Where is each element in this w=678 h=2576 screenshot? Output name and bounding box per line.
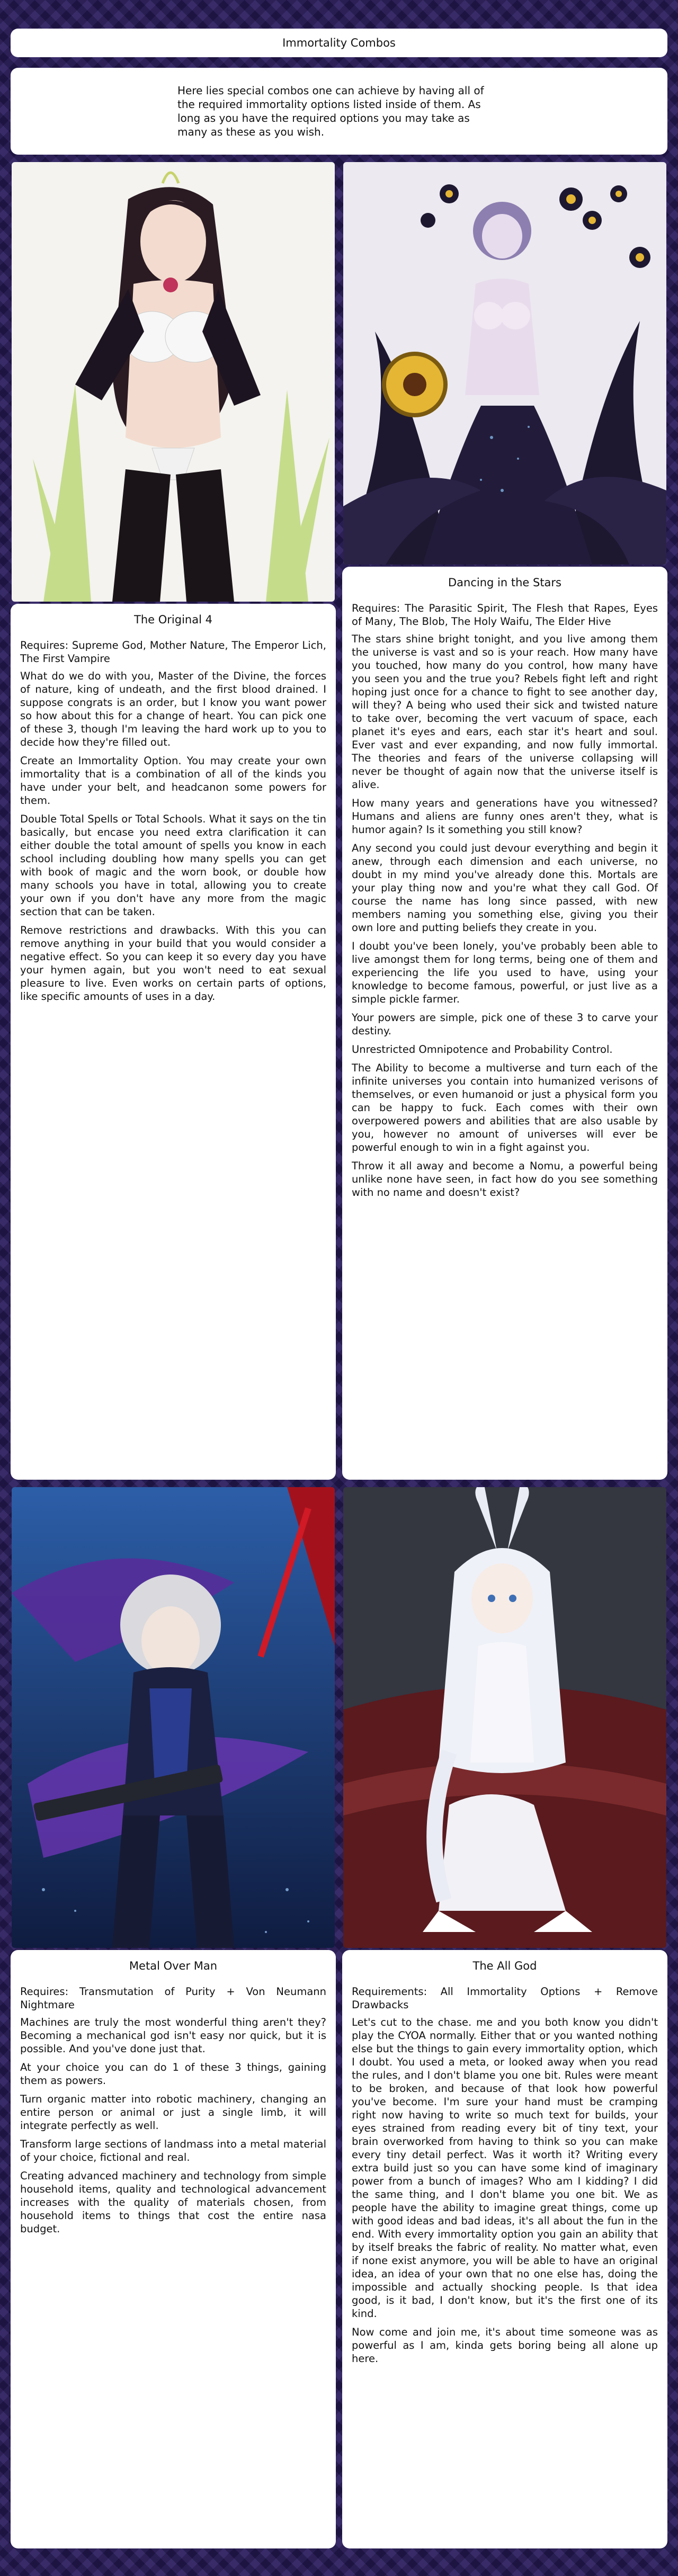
combo-title: Metal Over Man xyxy=(129,1960,218,1972)
combo-paragraph: Throw it all away and become a Nomu, a powerful being unlike none have seen, in fact how do you see something with no name and doesn't exist? xyxy=(352,1160,658,1198)
combo-requirements: Requires: The Parasitic Spirit, The Flesh that Rapes, Eyes of Many, The Blob, The Holy Waifu, The Elder Hive xyxy=(352,602,658,628)
combo-requirements: Requires: Transmutation of Purity + Von Neumann Nightmare xyxy=(20,1985,326,2011)
combo-paragraph: Create an Immortality Option. You may create your own immortality that is a combination of all of the kinds you have under your belt, and headcanon some powers for them. xyxy=(20,755,326,807)
page-title: Immortality Combos xyxy=(282,37,396,49)
combo-paragraph: I doubt you've been lonely, you've probably been able to live amongst them for long terms, being one of them and experiencing the life you used to have, using your knowledge to become famous, powerful, or just live as a simple pickle farmer. xyxy=(352,940,658,1005)
combo-paragraph: The Ability to become a multiverse and turn each of the infinite universes you contain into humanized verisons of themselves, or even humanoid or just a physical form you can be happy to fuck. Each comes with their own overpowered powers and abilities that are also usable by you, however no amount of universes will ever be powerful enough to win in a fight against you. xyxy=(352,1062,658,1153)
combo-title: Dancing in the Stars xyxy=(448,576,561,589)
intro-box xyxy=(11,68,667,155)
combo-paragraph: The stars shine bright tonight, and you live among them the universe is vast and so is your reach. How many have you touched, how many do you control, how many have you seen you and the true you? Rebels fight left and right hoping just once for a chance to fight to see another day, will they? A being who used their sick and twisted nature to take over, becoming the vert vacuum of space, each planet it's eyes and ears, each star it's heart and soul. Ever vast and ever expanding, and now fully immortal. The theories and fears of the universe collapsing will never be thought of again now that the universe itself is alive. xyxy=(352,633,658,791)
combo-panel-dancing-in-the-stars xyxy=(342,567,667,1480)
combo-paragraph: Transform large sections of landmass into a metal material of your choice, fictional and real. xyxy=(20,2138,326,2163)
combo-title: The Original 4 xyxy=(134,613,212,626)
intro-text: Here lies special combos one can achieve by having all of the required immortality options listed inside of them. As long as you have the required options you may take as many as these as you wish. xyxy=(177,84,484,138)
combo-paragraph: Machines are truly the most wonderful thing aren't they? Becoming a mechanical god isn't easy nor quick, but it is possible. And you've done just that. xyxy=(20,2016,326,2055)
combo-paragraph: Unrestricted Omnipotence and Probability Control. xyxy=(352,1043,613,1056)
combo-paragraph: Now come and join me, it's about time someone was as powerful as I am, kinda gets boring being all alone up here. xyxy=(352,2326,658,2365)
combo-paragraph: Let's cut to the chase. me and you both know you didn't play the CYOA normally. Either that or you wanted nothing else but the things to gain every immortality option, which I doubt. You used a meta, or looked away when you read the rules, and I don't blame you one bit. Rules were meant to be broken, and because of that look how powerful you've become. I'm sure your hand must be cramping right now having to write so much text for builds, your eyes strained from reading every bit of tiny text, your brain overworked from having to think so you can make every tiny detail perfect. Was it worth it? Writing every extra build just so you can have some kind of imaginary power from a bunch of images? Who am I kidding? I did the same thing, and I don't blame you one bit. We as people have the ability to imagine great things, come up with good ideas and bad ideas, it's all about the fun in the end. With every immortality option you gain an ability that by itself breaks the fabric of reality. No matter what, even if none exist anymore, you will be able to have an original idea, an idea of your own that no one else has, doing the impossible and actually shocking people. Is that idea good, is it bad, I don't know, but it's the first one of its kind. xyxy=(352,2016,658,2320)
combo-title: The All God xyxy=(472,1960,537,1972)
combo-panel-metal-over-man xyxy=(11,1950,336,2548)
combo-paragraph: What do we do with you, Master of the Divine, the forces of nature, king of undeath, and the first blood drained. I suppose congrats is an order, but I know you want power so how about this for a change of heart. You can pick one of these 3, though I'm leaving the hard work up to you to decide how they're filled out. xyxy=(20,670,326,748)
combo-paragraph: Double Total Spells or Total Schools. What it says on the tin basically, but encase you need extra clarification it can either double the total amount of spells you know in each school including doubling how many spells you can get with book of magic and the worn book, or double how many schools you have in total, allowing you to create your own if you don't have any more from the magic section that can be taken. xyxy=(20,813,326,918)
combo-paragraph: How many years and generations have you witnessed? Humans and aliens are funny ones aren't they, what is humor again? Is it something you still know? xyxy=(352,797,658,836)
combo-paragraph: Creating advanced machinery and technology from simple household items, quality and technological advancement increases with the quality of materials chosen, from household items to things that cost the entire nasa budget. xyxy=(20,2170,326,2235)
white-haired-bunny-girl-art xyxy=(343,1487,666,1948)
combo-paragraph: Your powers are simple, pick one of these 3 to carve your destiny. xyxy=(352,1012,658,1037)
page-title-bar xyxy=(11,29,667,57)
combo-paragraph: Any second you could just devour everything and begin it anew, through each dimension and each universe, no doubt in my mind you've already done this. Mortals are your play thing now and you're what they call God. Of course the name has long since passed, with new members naming you something else, giving you their own lore and putting beliefs they create in you. xyxy=(352,842,658,934)
armored-gunner-woman-art xyxy=(12,1487,335,1948)
combo-panel-the-all-god xyxy=(342,1950,667,2548)
combo-requirements: Requirements: All Immortality Options + Remove Drawbacks xyxy=(352,1985,658,2011)
combo-panel-original-4 xyxy=(11,604,336,1480)
combo-requirements: Requires: Supreme God, Mother Nature, The Emperor Lich, The First Vampire xyxy=(20,639,326,665)
combo-paragraph: At your choice you can do 1 of these 3 things, gaining them as powers. xyxy=(20,2061,326,2087)
combo-paragraph: Remove restrictions and drawbacks. With this you can remove anything in your build that you would consider a negative effect. So you can keep it so every day you have your hymen again, but you won't need to eat sexual pleasure to live. Even works on certain parts of options, like specific amounts of uses in a day. xyxy=(20,924,326,1003)
dark-haired-demon-woman-art xyxy=(12,162,335,602)
combo-paragraph: Turn organic matter into robotic machinery, changing an entire person or animal or just a single limb, it will integrate perfectly as well. xyxy=(20,2093,326,2132)
tentacle-creature-woman-art xyxy=(343,162,666,565)
